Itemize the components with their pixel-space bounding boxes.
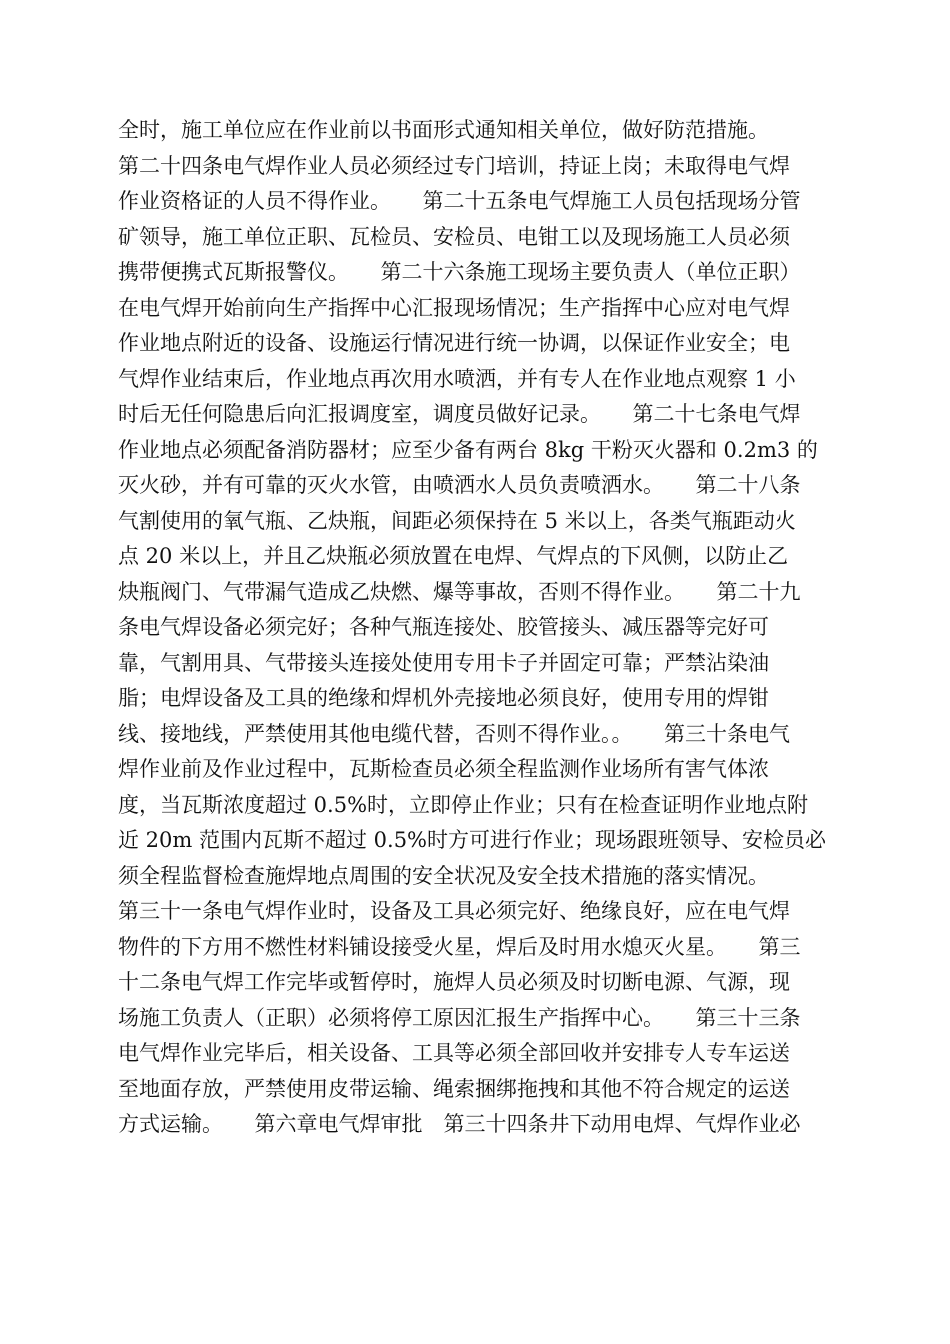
text-line: 灭火砂，并有可靠的灭火水管，由喷洒水人员负责喷洒水。 第二十八条 <box>118 473 801 497</box>
text-line: 全时，施工单位应在作业前以书面形式通知相关单位，做好防范措施。 <box>118 118 769 142</box>
text-line: 十二条电气焊工作完毕或暂停时，施焊人员必须及时切断电源、气源，现 <box>118 970 790 994</box>
body-text <box>118 113 838 1143</box>
text-line: 须全程监督检查施焊地点周围的安全状况及安全技术措施的落实情况。 <box>118 863 769 888</box>
text-line: 度，当瓦斯浓度超过 0.5%时，立即停止作业；只有在检查证明作业地点附 <box>118 792 809 817</box>
text-line: 物件的下方用不燃性材料铺设接受火星，焊后及时用水熄灭火星。 第三 <box>118 934 801 959</box>
text-line: 脂；电焊设备及工具的绝缘和焊机外壳接地必须良好，使用专用的焊钳 <box>118 686 769 710</box>
text-line: 作业地点附近的设备、设施运行情况进行统一协调，以保证作业安全；电 <box>118 331 790 355</box>
text-line: 条电气焊设备必须完好；各种气瓶连接处、胶管接头、减压器等完好可 <box>118 615 769 639</box>
text-line: 气割使用的氧气瓶、乙炔瓶，间距必须保持在 5 米以上，各类气瓶距动火 <box>118 508 796 533</box>
text-line: 炔瓶阀门、气带漏气造成乙炔燃、爆等事故，否则不得作业。 第二十九 <box>118 579 801 604</box>
text-line: 第三十一条电气焊作业时，设备及工具必须完好、绝缘良好，应在电气焊 <box>118 899 790 923</box>
text-line: 焊作业前及作业过程中，瓦斯检查员必须全程监测作业场所有害气体浓 <box>118 757 769 781</box>
text-line: 电气焊作业完毕后，相关设备、工具等必须全部回收并安排专人专车运送 <box>118 1041 790 1065</box>
text-line: 气焊作业结束后，作业地点再次用水喷洒，并有专人在作业地点观察 1 小 <box>118 366 796 391</box>
text-line: 线、接地线，严禁使用其他电缆代替，否则不得作业。。 第三十条电气 <box>118 721 790 746</box>
text-line: 作业地点必须配备消防器材；应至少备有两台 8kg 干粉灭火器和 0.2m3 的 <box>118 437 818 462</box>
text-line: 场施工负责人（正职）必须将停工原因汇报生产指挥中心。 第三十三条 <box>118 1005 801 1030</box>
text-line: 作业资格证的人员不得作业。 第二十五条电气焊施工人员包括现场分管 <box>118 189 801 213</box>
text-line: 第二十四条电气焊作业人员必须经过专门培训，持证上岗；未取得电气焊 <box>118 153 790 178</box>
text-line: 至地面存放，严禁使用皮带运输、绳索捆绑拖拽和其他不符合规定的运送 <box>118 1076 790 1101</box>
text-line: 在电气焊开始前向生产指挥中心汇报现场情况；生产指挥中心应对电气焊 <box>118 295 790 320</box>
text-line: 点 20 米以上，并且乙炔瓶必须放置在电焊、气焊点的下风侧，以防止乙 <box>118 544 789 568</box>
text-line: 靠，气割用具、气带接头连接处使用专用卡子并固定可靠；严禁沾染油 <box>118 650 769 675</box>
text-line: 方式运输。 第六章电气焊审批 第三十四条井下动用电焊、气焊作业必 <box>118 1112 801 1136</box>
text-line: 矿领导，施工单位正职、瓦检员、安检员、电钳工以及现场施工人员必须 <box>118 224 790 249</box>
text-line: 时后无任何隐患后向汇报调度室，调度员做好记录。 第二十七条电气焊 <box>118 402 801 426</box>
text-line: 携带便携式瓦斯报警仪。 第二十六条施工现场主要负责人（单位正职） <box>118 260 801 284</box>
text-line: 近 20m 范围内瓦斯不超过 0.5%时方可进行作业；现场跟班领导、安检员必 <box>118 828 827 852</box>
